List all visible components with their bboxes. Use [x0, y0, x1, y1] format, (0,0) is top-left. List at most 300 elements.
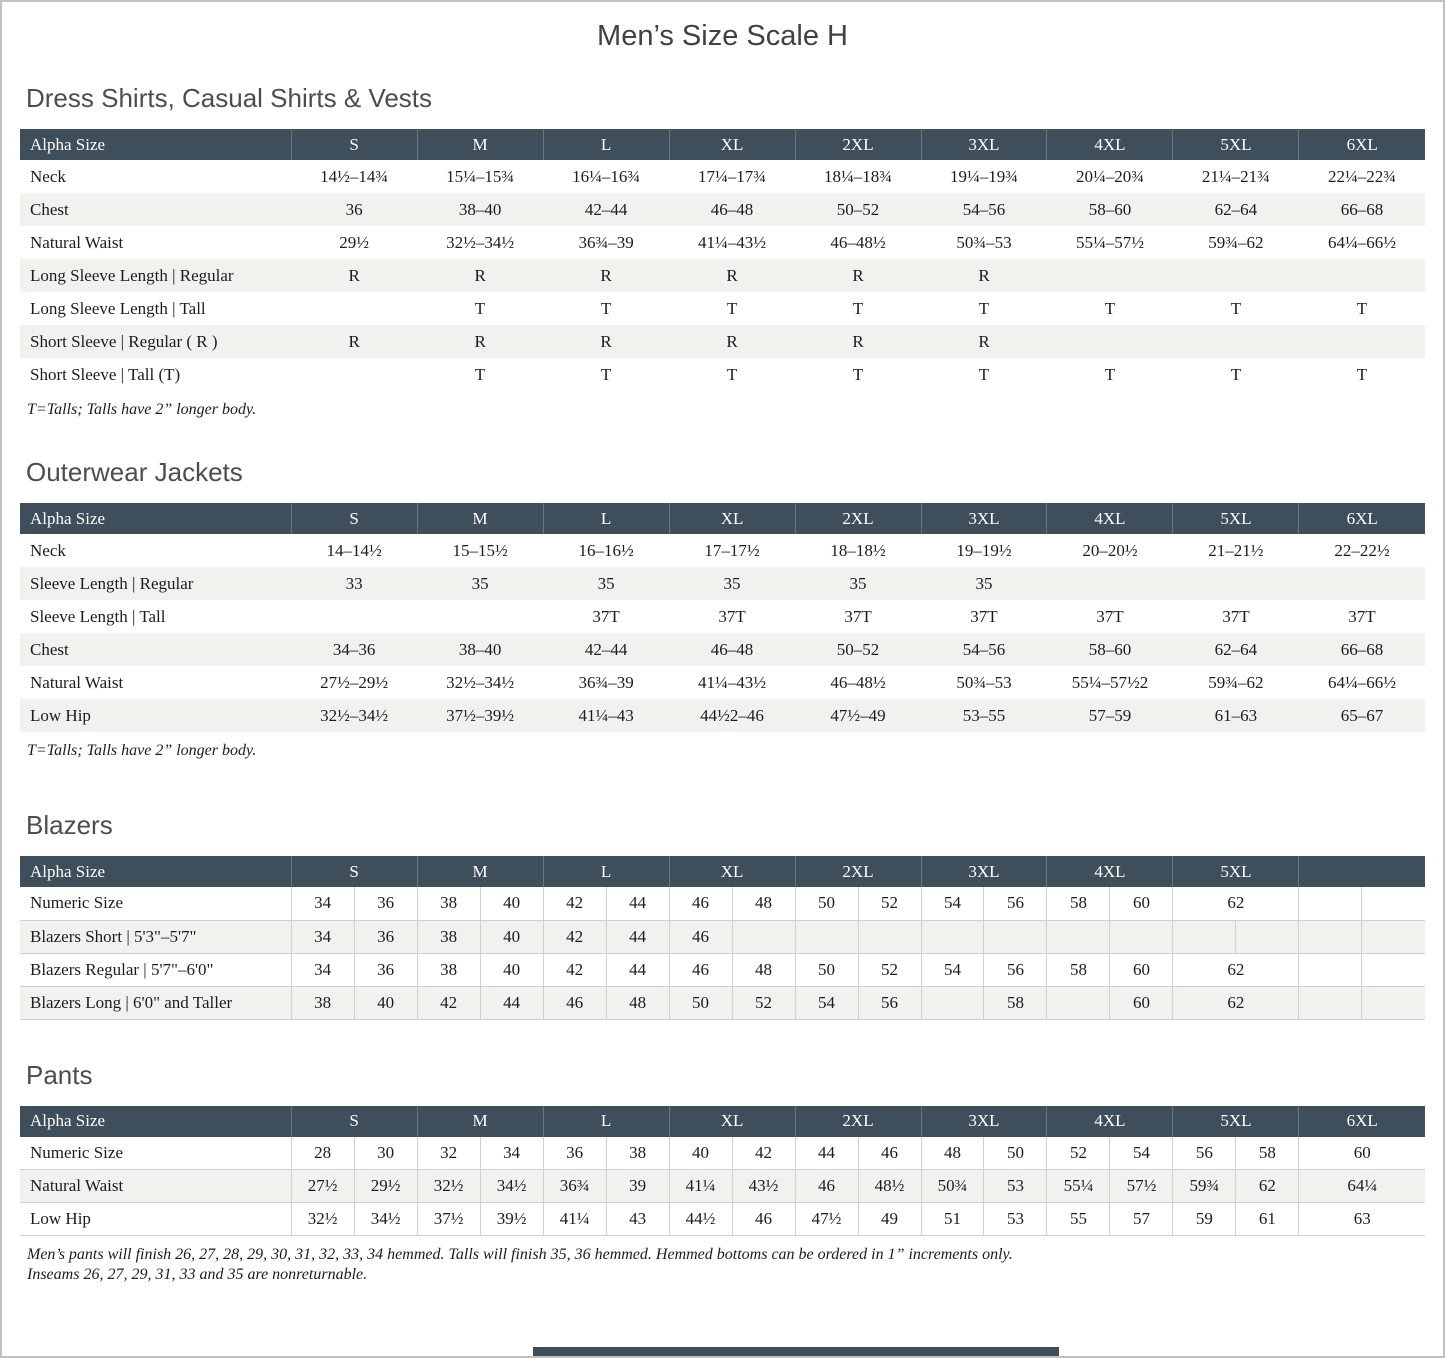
table-row [20, 953, 1425, 986]
size-value: R [474, 265, 486, 285]
column-header-size: M [417, 129, 543, 160]
size-value: 41¼–43 [578, 705, 634, 725]
size-value: 59¾–62 [1208, 672, 1264, 692]
size-value: 46–48 [710, 639, 754, 659]
size-value: 33 [345, 573, 363, 593]
size-value [1299, 953, 1362, 986]
size-value: R [348, 265, 360, 285]
size-value: 48½ [858, 1170, 921, 1203]
size-value: 36¾–39 [578, 672, 634, 692]
size-value: 54 [795, 986, 858, 1019]
size-value: 37T [592, 606, 620, 626]
table-row [20, 666, 1425, 699]
size-value: 50 [984, 1137, 1047, 1170]
size-value: 28 [291, 1137, 354, 1170]
column-header-size: S [291, 129, 417, 160]
size-value: 58 [1047, 887, 1110, 920]
size-value: 62 [1173, 986, 1299, 1019]
size-value: 37T [718, 606, 746, 626]
size-value: 29½ [354, 1170, 417, 1203]
section-dress-shirts [20, 83, 1425, 419]
column-header-size: 2XL [795, 1106, 921, 1137]
size-value: 42 [543, 887, 606, 920]
size-value: T [1104, 298, 1116, 318]
row-label: Neck [30, 540, 66, 560]
size-value: 44 [606, 953, 669, 986]
size-value: 14–14½ [326, 540, 382, 560]
size-value: 41¼–43½ [698, 232, 767, 252]
size-value: 50 [795, 953, 858, 986]
blazers-size-table [20, 856, 1425, 1020]
size-value: 38 [417, 953, 480, 986]
table-row [20, 600, 1425, 633]
column-header-size: 3XL [921, 129, 1047, 160]
size-value [732, 920, 795, 953]
size-value: 44 [480, 986, 543, 1019]
size-value [1299, 567, 1425, 600]
row-label: Blazers Long | 6'0" and Taller [20, 986, 291, 1019]
size-value: 37T [1222, 606, 1250, 626]
table-row [20, 193, 1425, 226]
size-value: 44 [606, 887, 669, 920]
size-value: 27½ [291, 1170, 354, 1203]
size-value: 34 [291, 953, 354, 986]
size-value: 49 [858, 1203, 921, 1236]
size-value: 62 [1173, 953, 1299, 986]
size-value: 34 [291, 920, 354, 953]
size-value: 38–40 [458, 639, 502, 659]
size-value: 61 [1236, 1203, 1299, 1236]
size-value: 50 [795, 887, 858, 920]
size-value [1299, 920, 1362, 953]
size-value [795, 920, 858, 953]
dress-shirts-footnote: T=Talls; Talls have 2” longer body. [27, 401, 257, 418]
column-header-size: 6XL [1299, 1106, 1425, 1137]
size-value: 63 [1299, 1203, 1425, 1236]
column-header-size: XL [669, 503, 795, 534]
size-value [1047, 259, 1173, 292]
column-header-size: 5XL [1173, 1106, 1299, 1137]
size-value: 59¾ [1173, 1170, 1236, 1203]
size-value: 43 [606, 1203, 669, 1236]
column-header-size: XL [669, 129, 795, 160]
size-value: 16–16½ [578, 540, 634, 560]
size-value: T [1104, 364, 1116, 384]
section-title-outerwear: Outerwear Jackets [26, 457, 243, 487]
size-value: 41¼–43½ [698, 672, 767, 692]
size-value: 53 [984, 1203, 1047, 1236]
size-value: T [600, 298, 612, 318]
size-value: 46–48½ [830, 232, 886, 252]
table-row [20, 567, 1425, 600]
table-row [20, 259, 1425, 292]
column-header-size: 4XL [1047, 129, 1173, 160]
size-value: 50–52 [836, 639, 880, 659]
size-value [291, 292, 417, 325]
size-value: 50¾ [921, 1170, 984, 1203]
size-value: 38 [606, 1137, 669, 1170]
size-value: 16¼–16¾ [572, 166, 641, 186]
table-row [20, 226, 1425, 259]
table-row [20, 325, 1425, 358]
size-value: 62 [1173, 887, 1299, 920]
size-value: 37T [1348, 606, 1376, 626]
size-value: 14½–14¾ [320, 166, 389, 186]
size-value [1047, 986, 1110, 1019]
column-header-size: XL [669, 1106, 795, 1137]
size-value: T [474, 298, 486, 318]
size-value: 38 [291, 986, 354, 1019]
size-value: 42–44 [584, 639, 628, 659]
column-header-size: S [291, 1106, 417, 1137]
size-value: 46–48½ [830, 672, 886, 692]
size-value [1362, 953, 1425, 986]
row-label: Low Hip [20, 1203, 291, 1236]
size-value: T [600, 364, 612, 384]
size-value: 46 [669, 953, 732, 986]
column-header-size: L [543, 856, 669, 887]
size-value: 48 [732, 953, 795, 986]
size-value: 62 [1236, 1170, 1299, 1203]
row-label: Blazers Regular | 5'7"–6'0" [20, 953, 291, 986]
size-value: T [978, 298, 990, 318]
size-value: 21–21½ [1208, 540, 1264, 560]
size-value: 55¼–57½2 [1071, 672, 1149, 692]
size-value: T [726, 298, 738, 318]
size-value: 66–68 [1340, 639, 1384, 659]
size-value [1236, 920, 1299, 953]
column-header-size: 5XL [1173, 129, 1299, 160]
size-value: T [978, 364, 990, 384]
size-value: 42 [543, 920, 606, 953]
column-header-size: 3XL [921, 1106, 1047, 1137]
size-value [921, 920, 984, 953]
column-header-label: Alpha Size [20, 129, 291, 160]
size-value: 42 [732, 1137, 795, 1170]
size-value: 60 [1110, 986, 1173, 1019]
size-value: 15¼–15¾ [446, 166, 515, 186]
table-row [20, 292, 1425, 325]
size-value: 41¼ [543, 1203, 606, 1236]
size-value: 40 [480, 920, 543, 953]
size-value: 27½–29½ [320, 672, 389, 692]
size-value: 44½2–46 [700, 705, 764, 725]
row-label: Blazers Short | 5'3"–5'7" [20, 920, 291, 953]
size-value: T [1356, 364, 1368, 384]
size-value: 43½ [732, 1170, 795, 1203]
size-value: 62–64 [1214, 199, 1258, 219]
size-value: 46 [858, 1137, 921, 1170]
size-value: 61–63 [1214, 705, 1258, 725]
size-value: 60 [1299, 1137, 1425, 1170]
size-value [1299, 986, 1362, 1019]
size-value: 42 [543, 953, 606, 986]
outerwear-size-table [20, 503, 1425, 732]
size-value: 53–55 [962, 705, 1006, 725]
size-value: 56 [858, 986, 921, 1019]
size-value: 41¼ [669, 1170, 732, 1203]
column-header-size: S [291, 503, 417, 534]
size-value: 47½–49 [830, 705, 886, 725]
size-value: R [600, 265, 612, 285]
size-value: 50–52 [836, 199, 880, 219]
size-value: 52 [1047, 1137, 1110, 1170]
size-value: 36¾–39 [578, 232, 634, 252]
size-value: 32½ [417, 1170, 480, 1203]
size-value [1173, 259, 1299, 292]
column-header-size: 2XL [795, 129, 921, 160]
size-value: T [726, 364, 738, 384]
size-value [1362, 986, 1425, 1019]
size-value: 56 [984, 887, 1047, 920]
size-value: R [978, 265, 990, 285]
column-header-size: L [543, 129, 669, 160]
size-value: 42 [417, 986, 480, 1019]
size-value: 37T [970, 606, 998, 626]
size-value: 64¼ [1299, 1170, 1425, 1203]
size-value: 40 [480, 887, 543, 920]
column-header-size: 4XL [1047, 856, 1173, 887]
table-row [20, 920, 1425, 953]
size-value: 37T [844, 606, 872, 626]
size-value: 37T [1096, 606, 1124, 626]
size-value [1047, 325, 1173, 358]
size-value: 19–19½ [956, 540, 1012, 560]
size-value: T [474, 364, 486, 384]
column-header-size: M [417, 1106, 543, 1137]
size-value: 38–40 [458, 199, 502, 219]
size-value: 55¼–57½ [1075, 232, 1144, 252]
size-value: 46 [669, 920, 732, 953]
size-value: T [852, 298, 864, 318]
column-header-size: 4XL [1047, 503, 1173, 534]
size-value: 32½–34½ [446, 232, 515, 252]
size-value: 50¾–53 [956, 672, 1012, 692]
size-value [1299, 325, 1425, 358]
column-header-label: Alpha Size [20, 1106, 291, 1137]
size-value [1047, 920, 1110, 953]
size-value: 35 [471, 573, 489, 593]
row-label: Chest [30, 639, 69, 659]
size-value: R [726, 331, 738, 351]
size-value: R [726, 265, 738, 285]
table-row [20, 633, 1425, 666]
size-value: 37½ [417, 1203, 480, 1236]
size-value: R [852, 331, 864, 351]
row-label: Long Sleeve Length | Tall [30, 298, 206, 318]
size-value: 35 [975, 573, 993, 593]
size-value: 17–17½ [704, 540, 760, 560]
size-value: 46 [732, 1203, 795, 1236]
row-label: Short Sleeve | Regular ( R ) [30, 331, 218, 351]
pants-footnote-line2: Inseams 26, 27, 29, 31, 33 and 35 are nonreturnable. [27, 1266, 368, 1283]
size-value: 60 [1110, 887, 1173, 920]
size-value: 38 [417, 920, 480, 953]
row-label: Sleeve Length | Regular [30, 573, 194, 593]
size-value: 36 [345, 199, 363, 219]
size-value [1299, 259, 1425, 292]
size-value: 18¼–18¾ [824, 166, 893, 186]
row-label: Short Sleeve | Tall (T) [30, 364, 181, 384]
row-label: Chest [30, 199, 69, 219]
column-header-label: Alpha Size [20, 503, 291, 534]
size-value: 54 [1110, 1137, 1173, 1170]
size-value: T [1230, 298, 1242, 318]
row-label: Natural Waist [20, 1170, 291, 1203]
size-value: 62–64 [1214, 639, 1258, 659]
size-value [1173, 920, 1236, 953]
row-label: Numeric Size [20, 887, 291, 920]
column-header-label: Alpha Size [20, 856, 291, 887]
row-label: Neck [30, 166, 66, 186]
size-value: R [348, 331, 360, 351]
header-row [20, 856, 1425, 887]
size-value: R [474, 331, 486, 351]
size-value: 35 [597, 573, 615, 593]
size-value [984, 920, 1047, 953]
section-blazers [20, 810, 1425, 1020]
size-value [1362, 887, 1425, 920]
column-header-size: XL [669, 856, 795, 887]
size-value: 36 [543, 1137, 606, 1170]
outerwear-footnote: T=Talls; Talls have 2” longer body. [27, 742, 257, 759]
size-value [417, 600, 543, 633]
size-value [921, 986, 984, 1019]
size-value: 20–20½ [1082, 540, 1138, 560]
size-value: 36 [354, 920, 417, 953]
table-row [20, 887, 1425, 920]
size-value: 15–15½ [452, 540, 508, 560]
size-value: 52 [858, 887, 921, 920]
size-value: 50¾–53 [956, 232, 1012, 252]
size-value: 35 [723, 573, 741, 593]
table-row [20, 160, 1425, 193]
row-label: Sleeve Length | Tall [30, 606, 166, 626]
table-row [20, 1170, 1425, 1203]
size-value: 52 [732, 986, 795, 1019]
size-value: 22¼–22¾ [1327, 166, 1396, 186]
size-value [1110, 920, 1173, 953]
row-label: Numeric Size [20, 1137, 291, 1170]
size-value: 21¼–21¾ [1201, 166, 1270, 186]
size-value: 54–56 [962, 199, 1006, 219]
size-value: 55¼ [1047, 1170, 1110, 1203]
size-value: 50 [669, 986, 732, 1019]
size-value [291, 358, 417, 391]
row-label: Long Sleeve Length | Regular [30, 265, 234, 285]
column-header-size: 2XL [795, 503, 921, 534]
size-value: 47½ [795, 1203, 858, 1236]
size-value: 59¾–62 [1208, 232, 1264, 252]
size-value: 36 [354, 953, 417, 986]
size-value: 44 [795, 1137, 858, 1170]
next-page-header-bar [533, 1347, 1059, 1356]
size-value: 18–18½ [830, 540, 886, 560]
size-value: 29½ [339, 232, 370, 252]
size-value: 34½ [480, 1170, 543, 1203]
column-header-size: 3XL [921, 856, 1047, 887]
table-row [20, 534, 1425, 567]
size-value: 39½ [480, 1203, 543, 1236]
size-value: 58–60 [1088, 199, 1132, 219]
size-value: 36¾ [543, 1170, 606, 1203]
size-value: 17¼–17¾ [698, 166, 767, 186]
size-value: 58 [1236, 1137, 1299, 1170]
section-title-blazers: Blazers [26, 810, 113, 840]
column-header-size: M [417, 856, 543, 887]
size-value: 48 [921, 1137, 984, 1170]
column-header-size: 2XL [795, 856, 921, 887]
size-value: 38 [417, 887, 480, 920]
header-row [20, 129, 1425, 160]
column-header-size: M [417, 503, 543, 534]
size-value: 58–60 [1088, 639, 1132, 659]
size-value: 34–36 [332, 639, 376, 659]
row-label: Natural Waist [30, 232, 124, 252]
column-header-size: L [543, 503, 669, 534]
table-row [20, 986, 1425, 1019]
dress-shirts-size-table [20, 129, 1425, 391]
size-value [1173, 325, 1299, 358]
size-value [858, 920, 921, 953]
size-value: 64¼–66½ [1327, 232, 1396, 252]
size-value: 54 [921, 953, 984, 986]
size-value: 64¼–66½ [1327, 672, 1396, 692]
size-value: 66–68 [1340, 199, 1384, 219]
column-header-size: S [291, 856, 417, 887]
column-header-size: 5XL [1173, 503, 1299, 534]
size-value: 42–44 [584, 199, 628, 219]
section-title-dress-shirts: Dress Shirts, Casual Shirts & Vests [26, 83, 433, 113]
size-value: 22–22½ [1334, 540, 1390, 560]
size-value: 65–67 [1340, 705, 1384, 725]
size-value [1362, 920, 1425, 953]
size-value: 54–56 [962, 639, 1006, 659]
size-value: 32½–34½ [320, 705, 389, 725]
table-row [20, 699, 1425, 732]
size-value: 56 [1173, 1137, 1236, 1170]
size-value: 59 [1173, 1203, 1236, 1236]
size-value: 32 [417, 1137, 480, 1170]
size-value: 56 [984, 953, 1047, 986]
header-row [20, 1106, 1425, 1137]
section-title-pants: Pants [26, 1059, 93, 1090]
column-header-size: L [543, 1106, 669, 1137]
size-value: T [1230, 364, 1242, 384]
size-value: 40 [354, 986, 417, 1019]
size-value [291, 600, 417, 633]
size-value: 46 [795, 1170, 858, 1203]
size-value: 48 [606, 986, 669, 1019]
size-value: 30 [354, 1137, 417, 1170]
size-value: 44½ [669, 1203, 732, 1236]
size-value: 46 [669, 887, 732, 920]
page-title: Men’s Size Scale H [597, 20, 848, 52]
size-value: 19¼–19¾ [949, 166, 1018, 186]
row-label: Low Hip [30, 705, 91, 725]
table-row [20, 358, 1425, 391]
column-header-size: 6XL [1299, 129, 1425, 160]
size-value: 32½ [291, 1203, 354, 1236]
size-value: 48 [732, 887, 795, 920]
size-value: 34½ [354, 1203, 417, 1236]
size-value: R [600, 331, 612, 351]
size-value: 58 [1047, 953, 1110, 986]
size-value: 32½–34½ [446, 672, 515, 692]
size-value: 53 [984, 1170, 1047, 1203]
size-value: T [852, 364, 864, 384]
size-value: 40 [669, 1137, 732, 1170]
